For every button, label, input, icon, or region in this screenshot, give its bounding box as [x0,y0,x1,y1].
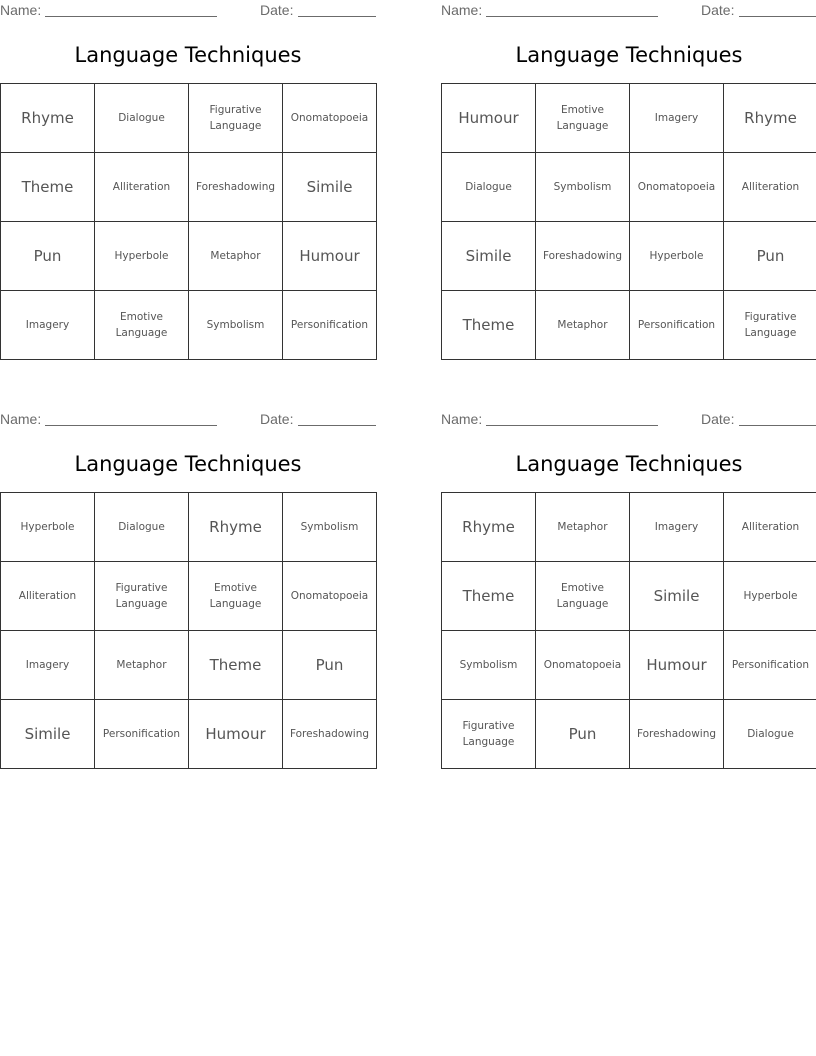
bingo-cell: Onomatopoeia [283,84,377,153]
grid-row [442,84,816,153]
bingo-cell: Imagery [1,631,95,700]
date-label: Date: [260,2,294,18]
grid-row [442,222,816,291]
card-header [441,409,816,429]
bingo-cell: Simile [1,700,95,769]
grid-row [1,84,377,153]
bingo-grid [441,492,816,769]
bingo-cell: Theme [442,291,536,360]
date-blank-line [298,16,376,17]
bingo-cell: Hyperbole [95,222,189,291]
bingo-cell: Alliteration [95,153,189,222]
grid-row [1,222,377,291]
grid-row [442,153,816,222]
bingo-cell: Rhyme [724,84,816,153]
bingo-cell: Dialogue [724,700,816,769]
grid-row [442,700,816,769]
bingo-cell: Personification [630,291,724,360]
bingo-cell: Pun [283,631,377,700]
bingo-cell: Figurative Language [189,84,283,153]
name-label: Name: [441,411,483,427]
bingo-cell: Imagery [630,493,724,562]
bingo-cell: Metaphor [189,222,283,291]
name-blank-line [45,425,217,426]
bingo-cell: Figurative Language [95,562,189,631]
date-blank-line [739,425,816,426]
name-blank-line [486,425,658,426]
bingo-cell: Symbolism [283,493,377,562]
bingo-cell: Emotive Language [95,291,189,360]
bingo-cell: Rhyme [189,493,283,562]
bingo-cell: Figurative Language [442,700,536,769]
bingo-cell: Symbolism [189,291,283,360]
bingo-cell: Personification [283,291,377,360]
bingo-cell: Hyperbole [724,562,816,631]
grid-row [1,153,377,222]
bingo-cell: Alliteration [724,493,816,562]
bingo-cell: Metaphor [536,493,630,562]
bingo-cell: Foreshadowing [189,153,283,222]
bingo-grid [441,83,816,360]
card-header [0,0,376,20]
grid-row [442,291,816,360]
card-header [0,409,376,429]
name-label: Name: [441,2,483,18]
date-blank-line [298,425,376,426]
bingo-cell: Simile [630,562,724,631]
bingo-cell: Simile [442,222,536,291]
bingo-cell: Alliteration [1,562,95,631]
bingo-cell: Humour [630,631,724,700]
name-label: Name: [0,411,42,427]
bingo-cell: Dialogue [95,84,189,153]
bingo-cell: Dialogue [442,153,536,222]
card-header [441,0,816,20]
bingo-cell: Theme [442,562,536,631]
card-title: Language Techniques [515,43,743,67]
bingo-cell: Imagery [1,291,95,360]
grid-row [442,493,816,562]
bingo-cell: Foreshadowing [630,700,724,769]
bingo-cell: Foreshadowing [283,700,377,769]
card-title: Language Techniques [74,43,302,67]
bingo-cell: Dialogue [95,493,189,562]
bingo-cell: Figurative Language [724,291,816,360]
bingo-cell: Personification [724,631,816,700]
grid-row [1,291,377,360]
bingo-cell: Theme [1,153,95,222]
bingo-cell: Imagery [630,84,724,153]
bingo-cell: Metaphor [95,631,189,700]
grid-row [1,562,377,631]
bingo-cell: Foreshadowing [536,222,630,291]
bingo-cell: Metaphor [536,291,630,360]
bingo-cell: Alliteration [724,153,816,222]
date-blank-line [739,16,816,17]
bingo-cell: Pun [536,700,630,769]
bingo-cell: Hyperbole [630,222,724,291]
bingo-cell: Symbolism [442,631,536,700]
grid-row [1,493,377,562]
bingo-cell: Theme [189,631,283,700]
date-label: Date: [260,411,294,427]
bingo-cell: Onomatopoeia [283,562,377,631]
bingo-cell: Emotive Language [189,562,283,631]
bingo-cell: Humour [442,84,536,153]
bingo-cell: Personification [95,700,189,769]
name-label: Name: [0,2,42,18]
bingo-cell: Humour [189,700,283,769]
name-blank-line [45,16,217,17]
bingo-cell: Hyperbole [1,493,95,562]
bingo-grid [0,492,377,769]
bingo-cell: Simile [283,153,377,222]
date-label: Date: [701,2,735,18]
grid-row [442,562,816,631]
bingo-cell: Pun [724,222,816,291]
name-blank-line [486,16,658,17]
bingo-cell: Emotive Language [536,84,630,153]
card-title: Language Techniques [515,452,743,476]
grid-row [1,700,377,769]
bingo-cell: Pun [1,222,95,291]
bingo-cell: Humour [283,222,377,291]
bingo-grid [0,83,377,360]
bingo-cell: Onomatopoeia [536,631,630,700]
grid-row [1,631,377,700]
bingo-cell: Rhyme [442,493,536,562]
bingo-cell: Onomatopoeia [630,153,724,222]
grid-row [442,631,816,700]
bingo-cell: Symbolism [536,153,630,222]
card-title: Language Techniques [74,452,302,476]
bingo-cell: Rhyme [1,84,95,153]
date-label: Date: [701,411,735,427]
bingo-cell: Emotive Language [536,562,630,631]
